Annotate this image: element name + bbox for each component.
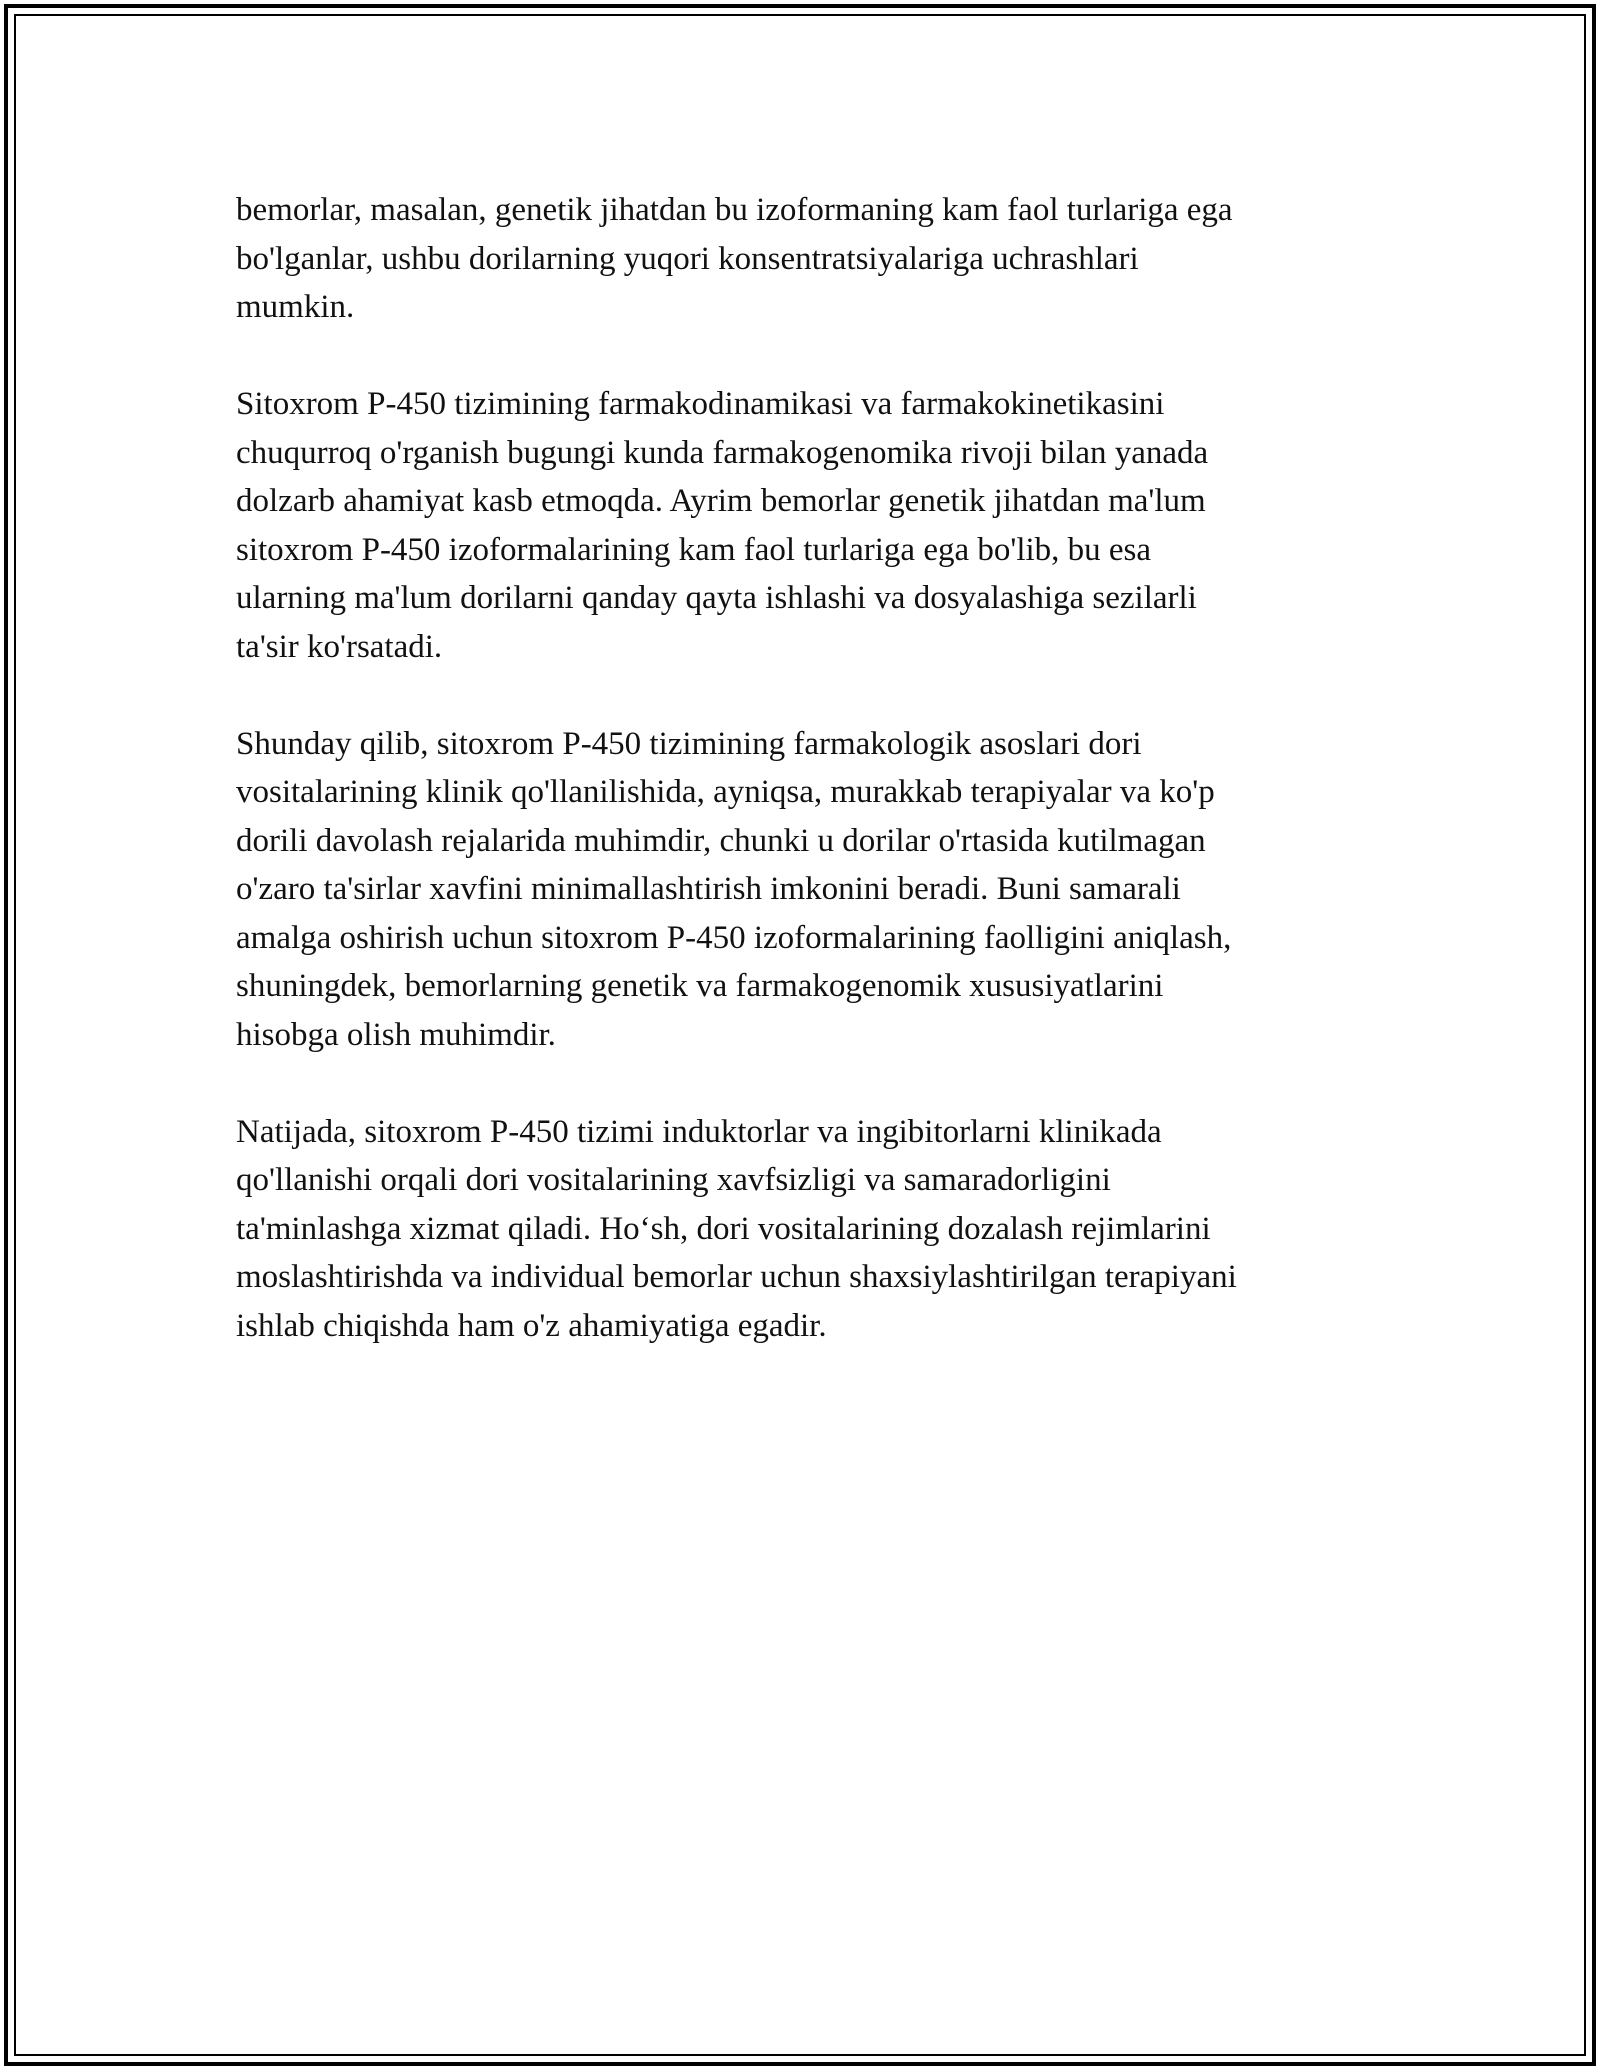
paragraph-3: Shunday qilib, sitoxrom P-450 tizimining farmakologik asoslari dori vositalarining klinik qo'llanilishida, ayniqsa, murakkab terapiyalar va ko'p dorili davolash rejalarida muhimdir, chunki u dorilar o'rtasida kutilmagan o'zaro ta'sirlar xavfini minimallashtirish imkonini beradi. Buni samarali amalga oshirish uchun sitoxrom P-450 izoformalarining faolligini aniqlash, shuningdek, bemorlarning genetik va farmakogenomik xususiyatlarini hisobga olish muhimdir.	[236, 725, 1232, 1053]
paragraph-1: bemorlar, masalan, genetik jihatdan bu izoformaning kam faol turlariga ega bo'lganlar, ushbu dorilarning yuqori konsentratsiyalariga uchrashlari mumkin.	[236, 192, 1233, 325]
paragraph-4: Natijada, sitoxrom P-450 tizimi induktorlar va ingibitorlarni klinikada qo'llanishi orqali dori vositalarining xavfsizligi va samaradorligini ta'minlashga xizmat qiladi. Ho‘sh, dori vositalarining dozalash rejimlarini moslashtirishda va individual bemorlar uchun shaxsiylashtirilgan terapiyani ishlab chiqishda ham o'z ahamiyatiga egadir.	[236, 1113, 1237, 1344]
document-body	[236, 186, 1376, 1399]
paragraph-2: Sitoxrom P-450 tizimining farmakodinamikasi va farmakokinetikasini chuqurroq o'rganish bugungi kunda farmakogenomika rivoji bilan yanada dolzarb ahamiyat kasb etmoqda. Ayrim bemorlar genetik jihatdan ma'lum sitoxrom P-450 izoformalarining kam faol turlariga ega bo'lib, bu esa ularning ma'lum dorilarni qanday qayta ishlashi va dosyalashiga sezilarli ta'sir ko'rsatadi.	[236, 386, 1209, 665]
